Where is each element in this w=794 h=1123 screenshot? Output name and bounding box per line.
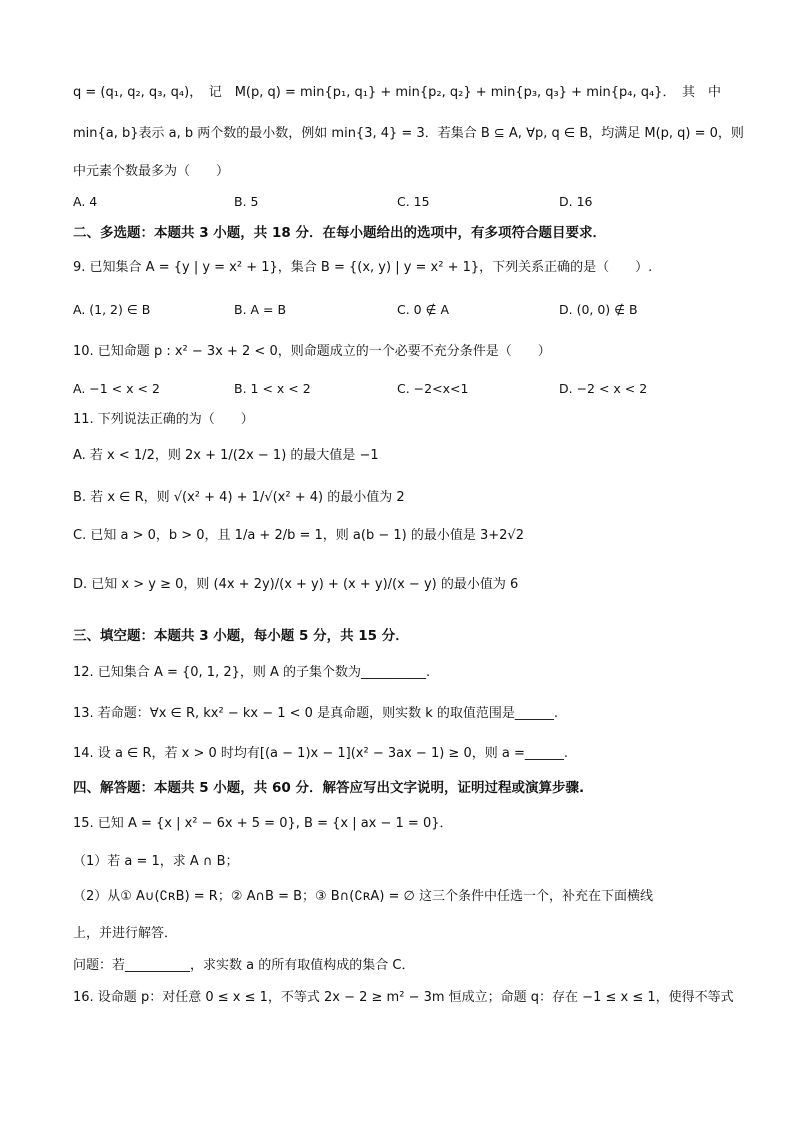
q8-option-d: D. 16 xyxy=(559,194,593,209)
section-3-heading: 三、填空题：本题共 3 小题，每小题 5 分，共 15 分． xyxy=(73,628,409,644)
q9-option-b: B. A = B xyxy=(234,302,287,317)
q8-option-a: A. 4 xyxy=(73,194,98,209)
q15-stem: 15. 已知 A = {x | x² − 6x + 5 = 0}, B = {x | ax − 1 = 0}． xyxy=(73,816,453,831)
q16-stem: 16. 设命题 p：对任意 0 ≤ x ≤ 1，不等式 2x − 2 ≥ m² − 3m 恒成立；命题 q：存在 −1 ≤ x ≤ 1，使得不等式 xyxy=(73,990,734,1005)
q10-option-b: B. 1 < x < 2 xyxy=(234,381,311,396)
q11-stem: 11. 下列说法正确的为（ ） xyxy=(73,412,254,427)
q9-option-c: C. 0 ∉ A xyxy=(397,302,450,317)
q8-text-line-3: 中元素个数最多为（ ） xyxy=(73,164,230,179)
q10-option-c: C. −2<x<1 xyxy=(397,381,469,396)
q8-text-line-1: q = (q₁, q₂, q₃, q₄)， 记 M(p, q) = min{p₁, q₁} + min{p₂, q₂} + min{p₃, q₃} + min{p₄, q₄}． 其 中 xyxy=(73,85,721,100)
q15-question: 问题：若__________，求实数 a 的所有取值构成的集合 C． xyxy=(73,958,415,973)
q14-text: 14. 设 a ∈ R，若 x > 0 时均有[(a − 1)x − 1](x² − 3ax − 1) ≥ 0，则 a =______. xyxy=(73,746,568,761)
q9-stem: 9. 已知集合 A = {y | y = x² + 1}，集合 B = {(x, y) | y = x² + 1}，下列关系正确的是（ ）. xyxy=(73,260,653,275)
q12-text: 12. 已知集合 A = {0, 1, 2}，则 A 的子集个数为__________. xyxy=(73,665,431,680)
q8-text-line-2: min{a, b}表示 a, b 两个数的最小数，例如 min{3, 4} = 3．若集合 B ⊆ A, ∀p, q ∈ B，均满足 M(p, q) = 0，则 xyxy=(73,126,744,141)
q11-option-b: B. 若 x ∈ R，则 √(x² + 4) + 1/√(x² + 4) 的最小值为 2 xyxy=(73,490,405,505)
q15-part-1: （1）若 a = 1，求 A ∩ B； xyxy=(73,854,239,869)
q13-text: 13. 若命题：∀x ∈ R, kx² − kx − 1 < 0 是真命题，则实数 k 的取值范围是______. xyxy=(73,706,559,721)
q15-part-2-continued: 上，并进行解答． xyxy=(73,926,178,941)
section-4-heading: 四、解答题：本题共 5 小题，共 60 分．解答应写出文字说明，证明过程或演算步骤. xyxy=(73,780,585,796)
q15-part-2: （2）从① A∪(∁ʀB) = R；② A∩B = B；③ B∩(∁ʀA) = ∅ 这三个条件中任选一个，补充在下面横线 xyxy=(73,889,654,904)
q11-option-c: C. 已知 a > 0，b > 0，且 1/a + 2/b = 1，则 a(b − 1) 的最小值是 3+2√2 xyxy=(73,528,524,543)
q11-option-a: A. 若 x < 1/2，则 2x + 1/(2x − 1) 的最大值是 −1 xyxy=(73,448,379,463)
q8-option-c: C. 15 xyxy=(397,194,430,209)
q10-option-d: D. −2 < x < 2 xyxy=(559,381,648,396)
q9-option-a: A. (1, 2) ∈ B xyxy=(73,302,151,317)
q9-option-d: D. (0, 0) ∉ B xyxy=(559,302,638,317)
q8-option-b: B. 5 xyxy=(234,194,259,209)
section-2-heading: 二、多选题：本题共 3 小题，共 18 分．在每小题给出的选项中，有多项符合题目要求． xyxy=(73,225,606,241)
q10-stem: 10. 已知命题 p : x² − 3x + 2 < 0，则命题成立的一个必要不充分条件是（ ） xyxy=(73,344,551,359)
q10-option-a: A. −1 < x < 2 xyxy=(73,381,160,396)
q11-option-d: D. 已知 x > y ≥ 0，则 (4x + 2y)/(x + y) + (x + y)/(x − y) 的最小值为 6 xyxy=(73,577,519,592)
